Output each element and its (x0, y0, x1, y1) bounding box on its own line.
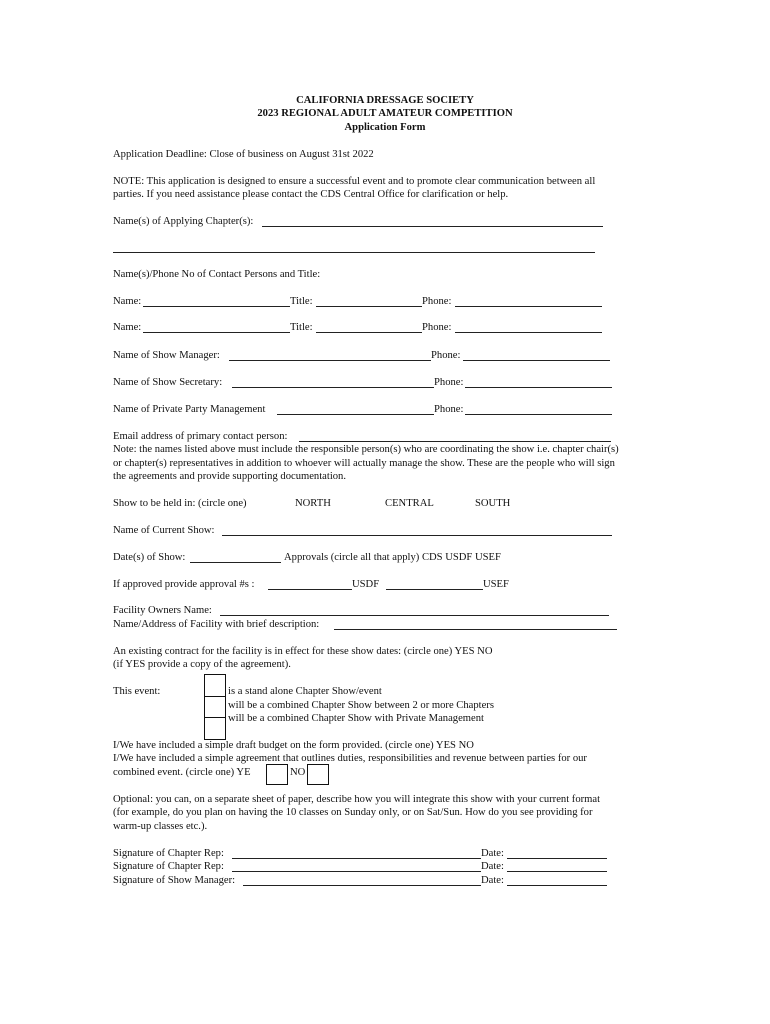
show-secretary-field[interactable] (232, 387, 434, 388)
signature-date-label-2: Date: (481, 861, 504, 872)
email-note-line-2: or chapter(s) representatives in addition to whoever will actually manage the show. These are the people who will sign (113, 458, 615, 469)
form-title: Application Form (344, 122, 426, 133)
event-combined-chapters-checkbox[interactable] (204, 696, 226, 718)
contact-title-field-1[interactable] (316, 306, 422, 307)
budget-line-1: I/We have included a simple draft budget on the form provided. (circle one) YES NO (113, 740, 474, 751)
contact-name-field-1[interactable] (143, 306, 290, 307)
event-combined-private-checkbox[interactable] (204, 717, 226, 740)
chapters-field-line-2[interactable] (113, 252, 595, 253)
signature-chapter-rep-field-1[interactable] (232, 858, 481, 859)
contact-name-label-2: Name: (113, 322, 142, 333)
facility-address-field[interactable] (334, 629, 617, 630)
contract-line-1: An existing contract for the facility is in effect for these show dates: (circle one) YES NO (113, 646, 493, 657)
competition-title: 2023 REGIONAL ADULT AMATEUR COMPETITION (257, 108, 513, 119)
budget-no-option: NO (290, 767, 306, 778)
contact-phone-label-1: Phone: (422, 296, 452, 307)
application-deadline: Application Deadline: Close of business on August 31st 2022 (113, 149, 374, 160)
org-title: CALIFORNIA DRESSAGE SOCIETY (296, 95, 474, 106)
optional-line-2: (for example, do you plan on having the 10 classes on Sunday only, or on Sat/Sun. How do you see providing for (113, 807, 593, 818)
signature-date-field-1[interactable] (507, 858, 607, 859)
contract-line-2: (if YES provide a copy of the agreement). (113, 659, 291, 670)
chapters-field[interactable] (262, 226, 603, 227)
optional-line-1: Optional: you can, on a separate sheet of paper, describe how you will integrate this show with your current format (113, 794, 601, 805)
signature-show-manager-field[interactable] (243, 885, 481, 886)
event-standalone-checkbox[interactable] (204, 674, 226, 697)
facility-owners-field[interactable] (220, 615, 609, 616)
show-manager-phone-field[interactable] (463, 360, 610, 361)
usdf-label: USDF (352, 579, 380, 590)
contact-title-label-1: Title: (290, 296, 313, 307)
show-secretary-label: Name of Show Secretary: (113, 377, 223, 388)
contact-name-field-2[interactable] (143, 332, 290, 333)
email-note-line-3: the agreements and provide supporting documentation. (113, 471, 347, 482)
contact-phone-label-2: Phone: (422, 322, 452, 333)
budget-no-checkbox[interactable] (307, 764, 329, 785)
show-dates-label: Date(s) of Show: (113, 552, 186, 563)
private-management-phone-label: Phone: (434, 404, 464, 415)
budget-yes-checkbox[interactable] (266, 764, 288, 785)
region-label: Show to be held in: (circle one) (113, 498, 247, 509)
contact-title-label-2: Title: (290, 322, 313, 333)
contact-title-field-2[interactable] (316, 332, 422, 333)
show-secretary-phone-field[interactable] (465, 387, 612, 388)
region-option-south[interactable]: SOUTH (475, 498, 511, 509)
note-line-1: NOTE: This application is designed to ensure a successful event and to promote clear communication between all (113, 176, 596, 187)
event-option-combined-chapters: will be a combined Chapter Show between 2 or more Chapters (228, 700, 494, 711)
email-note-line-1: Note: the names listed above must include the responsible person(s) who are coordinating the show i.e. chapter chair(s) (113, 444, 619, 455)
optional-line-3: warm-up classes etc.). (113, 821, 208, 832)
usdf-number-field[interactable] (268, 589, 352, 590)
approvals-text: Approvals (circle all that apply) CDS USDF USEF (284, 552, 501, 563)
contact-phone-field-2[interactable] (455, 332, 602, 333)
contact-phone-field-1[interactable] (455, 306, 602, 307)
note-line-2: parties. If you need assistance please contact the CDS Central Office for clarification or help. (113, 189, 509, 200)
email-field[interactable] (299, 441, 611, 442)
show-manager-label: Name of Show Manager: (113, 350, 220, 361)
facility-address-label: Name/Address of Facility with brief description: (113, 619, 320, 630)
signature-date-label-1: Date: (481, 848, 504, 859)
chapters-label: Name(s) of Applying Chapter(s): (113, 216, 254, 227)
region-option-central[interactable]: CENTRAL (385, 498, 434, 509)
signature-date-field-3[interactable] (507, 885, 607, 886)
event-option-standalone: is a stand alone Chapter Show/event (228, 686, 382, 697)
event-label: This event: (113, 686, 161, 697)
private-management-phone-field[interactable] (465, 414, 612, 415)
budget-line-2: I/We have included a simple agreement that outlines duties, responsibilities and revenue between parties for our (113, 753, 587, 764)
email-label: Email address of primary contact person: (113, 431, 288, 442)
show-manager-field[interactable] (229, 360, 431, 361)
contact-name-label-1: Name: (113, 296, 142, 307)
approval-numbers-label: If approved provide approval #s : (113, 579, 255, 590)
contacts-heading: Name(s)/Phone No of Contact Persons and Title: (113, 269, 321, 280)
private-management-field[interactable] (277, 414, 434, 415)
signature-date-label-3: Date: (481, 875, 504, 886)
signature-chapter-rep-field-2[interactable] (232, 871, 481, 872)
event-option-combined-private: will be a combined Chapter Show with Private Management (228, 713, 484, 724)
region-option-north[interactable]: NORTH (295, 498, 331, 509)
show-secretary-phone-label: Phone: (434, 377, 464, 388)
current-show-field[interactable] (222, 535, 612, 536)
show-manager-phone-label: Phone: (431, 350, 461, 361)
budget-line-3: combined event. (circle one) YE (113, 767, 251, 778)
signature-chapter-rep-label-1: Signature of Chapter Rep: (113, 848, 224, 859)
signature-show-manager-label: Signature of Show Manager: (113, 875, 236, 886)
signature-chapter-rep-label-2: Signature of Chapter Rep: (113, 861, 224, 872)
facility-owners-label: Facility Owners Name: (113, 605, 212, 616)
signature-date-field-2[interactable] (507, 871, 607, 872)
usef-label: USEF (483, 579, 509, 590)
current-show-label: Name of Current Show: (113, 525, 215, 536)
usef-number-field[interactable] (386, 589, 483, 590)
show-dates-field[interactable] (190, 562, 281, 563)
private-management-label: Name of Private Party Management (113, 404, 266, 415)
